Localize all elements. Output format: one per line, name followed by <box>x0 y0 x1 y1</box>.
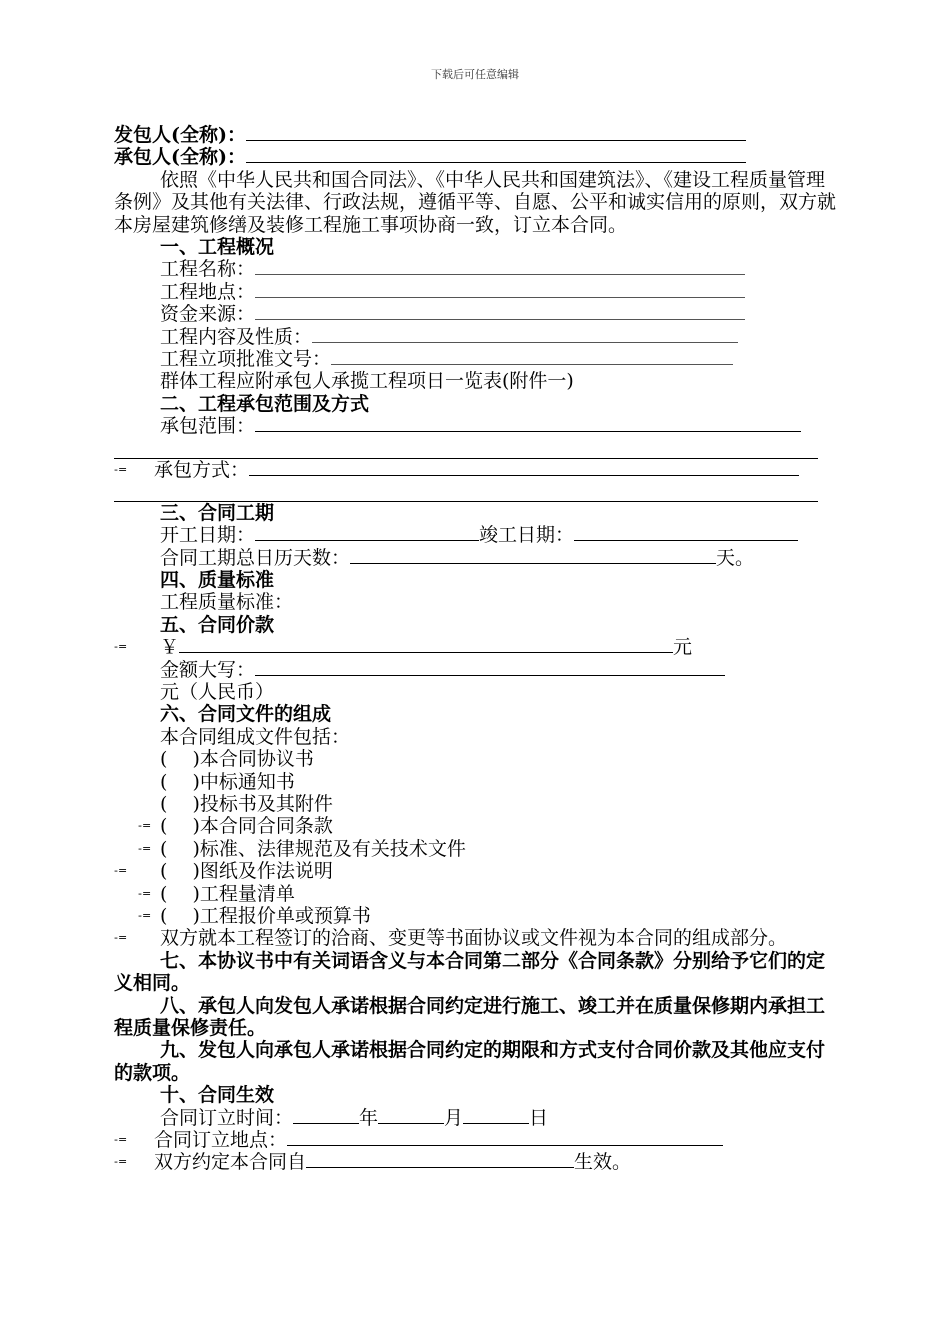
effective-label: 双方约定本合同自 <box>154 1151 307 1174</box>
signing-place-blank <box>287 1129 723 1146</box>
start-date-label: 开工日期： <box>160 524 256 547</box>
document-item: ( )工程量清单 <box>160 882 295 905</box>
document-item: ( )本合同合同条款 <box>160 815 333 838</box>
funding-blank <box>255 303 745 320</box>
month-blank <box>378 1107 444 1124</box>
document-item: ( )工程报价单或预算书 <box>160 904 371 927</box>
effective-blank <box>306 1151 574 1168</box>
list-marker: -= <box>138 841 152 855</box>
method-blank-full <box>114 481 818 502</box>
section-10-title: 十、合同生效 <box>160 1084 275 1107</box>
list-marker: -= <box>114 1132 128 1146</box>
scope-label: 承包范围： <box>160 415 256 438</box>
end-date-blank <box>574 524 798 541</box>
document-item-row <box>114 883 836 905</box>
list-marker: -= <box>114 462 128 476</box>
section-5-title: 五、合同价款 <box>160 613 275 636</box>
signing-place-label: 合同订立地点： <box>154 1128 288 1151</box>
year-blank <box>293 1107 359 1124</box>
list-marker: -= <box>114 1155 128 1169</box>
yen-sign: ￥ <box>160 636 180 659</box>
content-blank <box>312 326 738 343</box>
section-9: 九、发包人向承包人承诺根据合同约定的期限和方式支付合同价款及其他应支付的款项。 <box>114 1039 826 1084</box>
signing-time-line <box>114 1107 836 1129</box>
contract-page <box>114 124 836 1174</box>
duration-unit: 天。 <box>716 546 755 569</box>
content-label: 工程内容及性质： <box>160 325 313 348</box>
documents-intro: 本合同组成文件包括： <box>160 725 351 748</box>
approval-line <box>114 348 836 370</box>
document-item-row <box>114 815 836 837</box>
list-marker: -= <box>114 931 128 945</box>
section-4-title: 四、质量标准 <box>160 569 275 592</box>
list-marker: -= <box>138 819 152 833</box>
documents-note <box>114 927 836 949</box>
list-marker: -= <box>138 886 152 900</box>
price-words-blank <box>255 659 725 676</box>
duration-line <box>114 547 836 569</box>
price-unit: 元 <box>673 636 693 659</box>
list-marker: -= <box>114 864 128 878</box>
day-blank <box>463 1107 529 1124</box>
day-label: 日 <box>529 1106 549 1129</box>
section-1-title: 一、工程概况 <box>160 236 275 258</box>
document-item: ( )图纸及作法说明 <box>160 860 333 883</box>
price-words-unit: 元（人民币） <box>160 681 275 704</box>
approval-label: 工程立项批准文号： <box>160 347 332 370</box>
price-words-label: 金额大写： <box>160 658 256 681</box>
month-label: 月 <box>444 1106 464 1129</box>
documents-note-text: 双方就本工程签订的洽商、变更等书面协议或文件视为本合同的组成部分。 <box>160 927 788 950</box>
contractor-line <box>114 146 836 168</box>
group-project-line: 群体工程应附承包人承揽工程项日一览表(附件一) <box>160 370 574 393</box>
start-date-blank <box>255 524 479 541</box>
section-2-title: 二、工程承包范围及方式 <box>160 392 370 415</box>
duration-label: 合同工期总日历天数： <box>160 546 351 569</box>
document-item: ( )中标通知书 <box>160 770 295 793</box>
page-header: 下载后可任意编辑 <box>431 68 519 81</box>
price-words-line <box>114 659 836 704</box>
employer-line <box>114 124 836 146</box>
signing-place-line <box>114 1129 836 1151</box>
effective-line <box>114 1151 836 1173</box>
scope-blank-full <box>114 438 818 459</box>
year-label: 年 <box>359 1106 379 1129</box>
document-item-row <box>114 860 836 882</box>
scope-line <box>114 415 836 437</box>
method-blank <box>249 459 799 476</box>
price-blank <box>179 636 673 653</box>
scope-blank <box>255 415 801 432</box>
document-item: ( )本合同协议书 <box>160 748 314 771</box>
duration-blank <box>350 547 716 564</box>
project-name-blank <box>255 258 745 275</box>
list-marker: -= <box>114 640 128 654</box>
section-7: 七、本协议书中有关词语含义与本合同第二部分《合同条款》分别给予它们的定义相同。 <box>114 949 826 995</box>
employer-blank <box>246 124 746 141</box>
document-item-row <box>114 905 836 927</box>
method-label: 承包方式： <box>154 458 250 481</box>
document-item: ( )投标书及其附件 <box>160 793 333 816</box>
price-line <box>114 636 836 658</box>
section-3-title: 三、合同工期 <box>160 501 275 524</box>
funding-label: 资金来源： <box>160 303 256 326</box>
project-location-line <box>114 281 836 303</box>
content-line <box>114 326 836 348</box>
preamble: 依照《中华人民共和国合同法》、《中华人民共和国建筑法》、《建设工程质量管理条例》及其他有关法律、行政法规，遵循平等、自愿、公平和诚实信用的原则，双方就本房屋建筑修缮及装修工程施工事项协商一致，订立本合同。 <box>114 168 837 236</box>
project-name-label: 工程名称： <box>160 258 256 281</box>
employer-label: 发包人(全称)： <box>114 124 246 146</box>
contractor-label: 承包人(全称)： <box>114 146 246 169</box>
method-line <box>114 459 836 481</box>
document-item-row <box>114 838 836 860</box>
quality-line: 工程质量标准： <box>160 591 294 614</box>
contractor-blank <box>246 146 746 163</box>
section-6-title: 六、合同文件的组成 <box>160 703 332 726</box>
project-location-label: 工程地点： <box>160 280 256 303</box>
dates-line <box>114 524 836 546</box>
signing-time-label: 合同订立时间： <box>160 1106 294 1129</box>
approval-blank <box>331 348 733 365</box>
project-location-blank <box>255 281 745 298</box>
project-name-line <box>114 258 836 280</box>
list-marker: -= <box>138 908 152 922</box>
document-item: ( )标准、法律规范及有关技术文件 <box>160 837 466 860</box>
section-8: 八、承包人向发包人承诺根据合同约定进行施工、竣工并在质量保修期内承担工程质量保修责任。 <box>114 994 826 1039</box>
effective-suffix: 生效。 <box>574 1151 632 1174</box>
end-date-label: 竣工日期： <box>479 524 575 547</box>
funding-line <box>114 303 836 325</box>
